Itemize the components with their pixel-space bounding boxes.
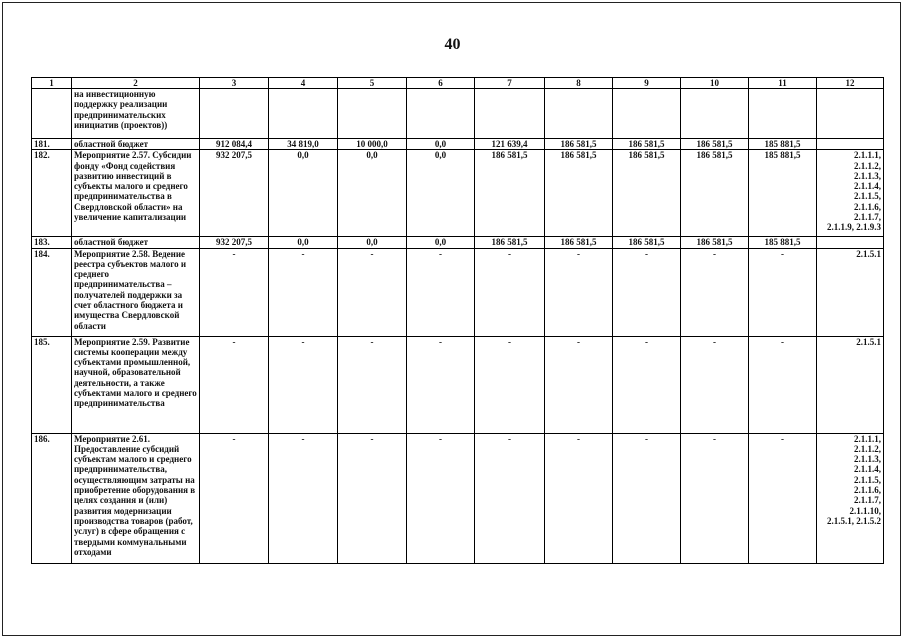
table-row [32, 336, 884, 433]
row-number: 184. [32, 248, 72, 336]
value-cell: - [200, 336, 269, 433]
value-cell: 0,0 [338, 150, 407, 237]
code-cell [817, 248, 884, 336]
row-description: на инвестиционную поддержку реализации предпринимательских инициатив (проектов)) [72, 89, 200, 139]
code-line: 2.1.1.2, [854, 160, 881, 171]
value-cell: 34 819,0 [269, 139, 338, 150]
code-cell [817, 89, 884, 139]
column-header: 10 [681, 78, 749, 89]
value-cell: - [269, 433, 338, 563]
code-line: 2.1.1.10, [849, 505, 881, 516]
value-cell [200, 89, 269, 139]
value-cell: 186 581,5 [545, 139, 613, 150]
value-cell [475, 89, 545, 139]
row-description: Мероприятие 2.58. Ведение реестра субъектов малого и среднего предпринимательства – получателей поддержки за счет областного бюджета и имущества Свердловской области [72, 248, 200, 336]
value-cell [749, 89, 817, 139]
value-cell: - [749, 433, 817, 563]
code-line: 2.1.1.7, [854, 212, 881, 223]
value-cell [269, 89, 338, 139]
value-cell [338, 89, 407, 139]
value-cell [545, 89, 613, 139]
value-cell: 185 881,5 [749, 150, 817, 237]
column-header: 3 [200, 78, 269, 89]
value-cell: - [681, 248, 749, 336]
code-line: 2.1.5.1, 2.1.5.2 [827, 515, 881, 526]
value-cell: 186 581,5 [475, 150, 545, 237]
value-cell: 186 581,5 [545, 150, 613, 237]
column-header: 11 [749, 78, 817, 89]
code-cell [817, 336, 884, 433]
value-cell: - [475, 248, 545, 336]
row-description: Мероприятие 2.59. Развитие системы кооперации между субъектами промышленной, научной, образовательной деятельности, а также субъектами малого и среднего предпринимательства [72, 336, 200, 433]
column-header: 1 [32, 78, 72, 89]
value-cell: - [338, 336, 407, 433]
value-cell: 0,0 [407, 237, 475, 248]
value-cell: - [613, 433, 681, 563]
value-cell: - [269, 336, 338, 433]
budget-table [31, 77, 884, 564]
value-cell: 912 084,4 [200, 139, 269, 150]
value-cell: - [613, 248, 681, 336]
value-cell: 932 207,5 [200, 150, 269, 237]
value-cell: 186 581,5 [545, 237, 613, 248]
value-cell [613, 89, 681, 139]
value-cell: - [681, 336, 749, 433]
value-cell: 186 581,5 [613, 150, 681, 237]
value-cell: 186 581,5 [681, 139, 749, 150]
value-cell: - [338, 248, 407, 336]
code-cell [817, 139, 884, 150]
header-row [32, 78, 884, 89]
column-header: 4 [269, 78, 338, 89]
row-number [32, 89, 72, 139]
value-cell: 186 581,5 [613, 237, 681, 248]
row-description: областной бюджет [72, 237, 200, 248]
value-cell: - [200, 433, 269, 563]
code-line: 2.1.1.4, [854, 181, 881, 192]
value-cell: - [749, 336, 817, 433]
value-cell: - [407, 248, 475, 336]
code-line: 2.1.1.7, [854, 495, 881, 506]
value-cell: 186 581,5 [681, 150, 749, 237]
value-cell: - [545, 433, 613, 563]
table-row [32, 433, 884, 563]
code-line: 2.1.1.5, [854, 191, 881, 202]
value-cell: 121 639,4 [475, 139, 545, 150]
value-cell: 0,0 [269, 237, 338, 248]
value-cell: 185 881,5 [749, 139, 817, 150]
value-cell: 0,0 [338, 237, 407, 248]
code-cell [817, 433, 884, 563]
value-cell: - [681, 433, 749, 563]
value-cell: 10 000,0 [338, 139, 407, 150]
row-number: 181. [32, 139, 72, 150]
value-cell: 932 207,5 [200, 237, 269, 248]
column-header: 6 [407, 78, 475, 89]
row-number: 185. [32, 336, 72, 433]
value-cell: - [475, 433, 545, 563]
value-cell: 0,0 [407, 150, 475, 237]
table-row [32, 237, 884, 248]
column-header: 7 [475, 78, 545, 89]
value-cell: 0,0 [407, 139, 475, 150]
value-cell: - [545, 336, 613, 433]
row-description: Мероприятие 2.61. Предоставление субсидий субъектам малого и среднего предпринимательства, осуществляющим затраты на приобретение оборудования в целях создания и (или) развития модернизации производства товаров (работ, услуг) в сфере обращения с твердыми коммунальными отходами [72, 433, 200, 563]
value-cell: 186 581,5 [681, 237, 749, 248]
row-description: Мероприятие 2.57. Субсидии фонду «Фонд содействия развитию инвестиций в субъекты малого и среднего предпринимательства в Свердловской области» на увеличение капитализации [72, 150, 200, 237]
code-line: 2.1.1.3, [854, 170, 881, 181]
row-number: 182. [32, 150, 72, 237]
column-header: 5 [338, 78, 407, 89]
value-cell: - [407, 336, 475, 433]
code-line: 2.1.1.1, [854, 433, 881, 444]
code-line: 2.1.1.9, 2.1.9.3 [827, 222, 881, 233]
column-header: 8 [545, 78, 613, 89]
value-cell: - [407, 433, 475, 563]
code-line: 2.1.1.4, [854, 464, 881, 475]
value-cell: 186 581,5 [475, 237, 545, 248]
value-cell: - [613, 336, 681, 433]
value-cell: - [749, 248, 817, 336]
code-line: 2.1.1.3, [854, 454, 881, 465]
column-header: 12 [817, 78, 884, 89]
code-cell [817, 237, 884, 248]
code-line: 2.1.1.6, [854, 201, 881, 212]
row-number: 186. [32, 433, 72, 563]
row-description: областной бюджет [72, 139, 200, 150]
code-line: 2.1.5.1 [856, 336, 881, 347]
column-header: 9 [613, 78, 681, 89]
table-row [32, 150, 884, 237]
table-row [32, 89, 884, 139]
table-body [32, 89, 884, 564]
table-row [32, 139, 884, 150]
value-cell: - [269, 248, 338, 336]
value-cell: - [338, 433, 407, 563]
value-cell: 185 881,5 [749, 237, 817, 248]
code-line: 2.1.1.2, [854, 443, 881, 454]
value-cell: 186 581,5 [613, 139, 681, 150]
value-cell [407, 89, 475, 139]
value-cell [681, 89, 749, 139]
page-number: 40 [444, 36, 461, 53]
value-cell: 0,0 [269, 150, 338, 237]
row-number: 183. [32, 237, 72, 248]
code-line: 2.1.1.5, [854, 474, 881, 485]
code-line: 2.1.1.1, [854, 150, 881, 161]
code-line: 2.1.1.6, [854, 485, 881, 496]
table-row [32, 248, 884, 336]
column-header: 2 [72, 78, 200, 89]
value-cell: - [545, 248, 613, 336]
code-line: 2.1.5.1 [856, 248, 881, 259]
code-cell [817, 150, 884, 237]
value-cell: - [200, 248, 269, 336]
value-cell: - [475, 336, 545, 433]
